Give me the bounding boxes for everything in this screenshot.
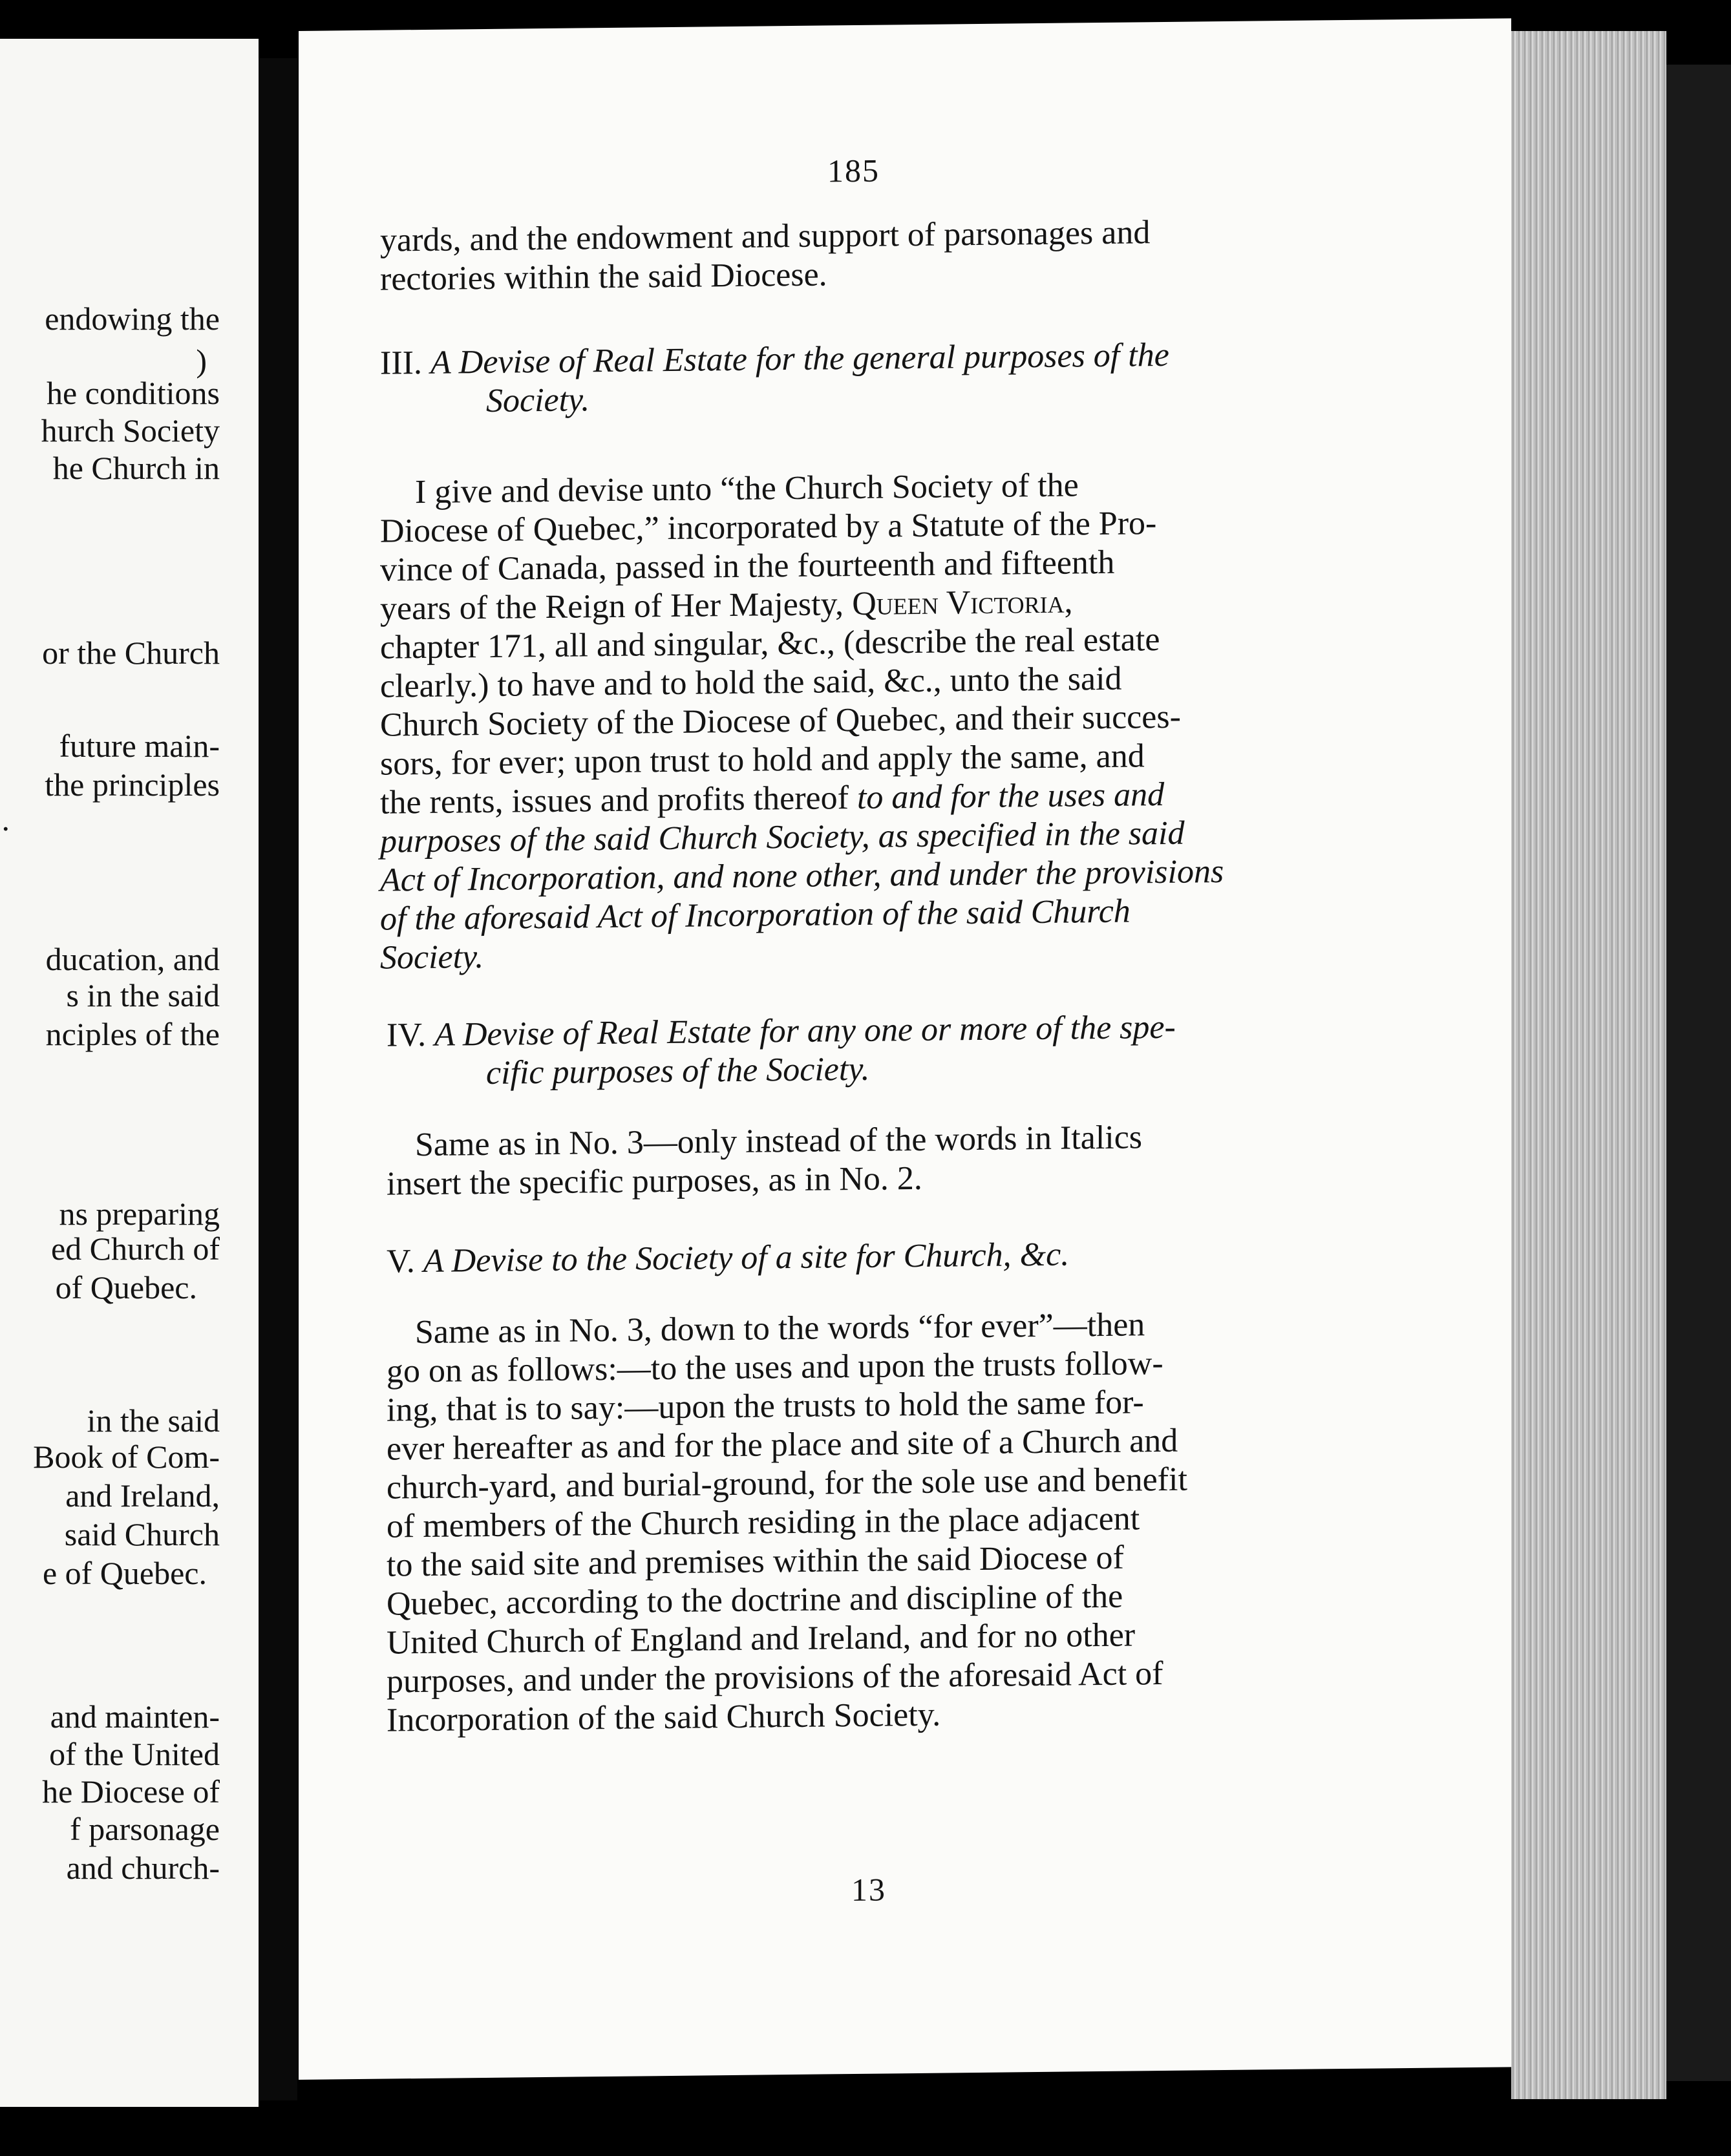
left-page-line: and church- [66, 1850, 220, 1886]
left-page-line: . [1, 801, 10, 838]
text-line: rectories within the said Diocese. [380, 256, 827, 298]
book-page [299, 18, 1511, 2080]
left-page-line: s in the said [66, 977, 220, 1013]
text-line: United Church of England and Ireland, and for no other [387, 1616, 1136, 1662]
left-page-line: and mainten- [50, 1698, 220, 1735]
left-page-line: ) [196, 343, 207, 379]
text-line: purposes, and under the provisions of the aforesaid Act of [387, 1654, 1163, 1700]
left-page-line: ns preparing [59, 1196, 220, 1232]
page-edges [1511, 31, 1666, 2099]
book-cover-edge [1666, 65, 1731, 2081]
left-page-line: he Church in [52, 450, 220, 486]
text-line: clearly.) to have and to hold the said, &c., unto the said [380, 660, 1122, 705]
book-gutter [259, 58, 297, 2100]
text-line: Act of Incorporation, and none other, and under the provisions [380, 853, 1224, 899]
left-page-line: and Ireland, [65, 1477, 220, 1514]
text-line: Diocese of Quebec,” incorporated by a Statute of the Pro- [380, 505, 1157, 550]
text-line: church-yard, and burial-ground, for the sole use and benefit [387, 1461, 1187, 1506]
left-page-line: hurch Society [41, 412, 220, 449]
italic-span: to and for the uses and [856, 776, 1165, 816]
text-line: sors, for ever; upon trust to hold and apply the same, and [380, 737, 1145, 783]
section-heading [387, 1008, 1176, 1055]
left-page-line: nciples of the [45, 1016, 220, 1052]
signature-mark: 13 [851, 1871, 886, 1908]
text-line: yards, and the endowment and support of parsonages and [380, 214, 1151, 259]
section-title: A Devise of Real Estate for the general purposes of the [430, 336, 1169, 381]
left-page-line: ducation, and [45, 941, 220, 977]
section-title: A Devise of Real Estate for any one or more of the spe- [434, 1008, 1176, 1053]
left-page-line: endowing the [45, 301, 220, 337]
left-page-line: ed Church of [50, 1231, 220, 1267]
text-line: chapter 171, all and singular, &c., (describe the real estate [380, 621, 1160, 666]
text-line: of members of the Church residing in the place adjacent [387, 1500, 1140, 1545]
left-page-line: he Diocese of [42, 1773, 220, 1810]
section-title-continued: Society. [486, 381, 590, 419]
left-page-line: or the Church [42, 635, 220, 671]
text-line: Same as in No. 3—only instead of the words in Italics [415, 1119, 1143, 1164]
left-page-line: said Church [64, 1516, 220, 1552]
left-page-line: of Quebec. [55, 1269, 197, 1305]
text-line: ing, that is to say:—upon the trusts to hold the same for- [387, 1384, 1144, 1429]
text-line: Same as in No. 3, down to the words “for ever”—then [415, 1306, 1145, 1351]
text-line: Quebec, according to the doctrine and discipline of the [387, 1578, 1123, 1623]
left-page-line: future main- [59, 728, 220, 764]
text-line: to the said site and premises within the said Diocese of [387, 1539, 1124, 1584]
text-line: go on as follows:—to the uses and upon the trusts follow- [387, 1344, 1163, 1390]
text-line [380, 582, 1073, 628]
left-page-line: the principles [45, 766, 220, 803]
section-numeral: III. [380, 344, 422, 382]
section-numeral: IV. [387, 1016, 427, 1054]
text-line: ever hereafter as and for the place and site of a Church and [387, 1422, 1178, 1468]
text-line: Society. [380, 938, 484, 977]
left-page-line: of the United [49, 1736, 220, 1772]
section-title-continued: cific purposes of the Society. [486, 1050, 870, 1092]
left-page-line: in the said [87, 1402, 220, 1439]
text-line: insert the specific purposes, as in No. 2. [387, 1159, 922, 1203]
left-page-line: he conditions [46, 375, 220, 411]
text-line: vince of Canada, passed in the fourteenth and fifteenth [380, 544, 1115, 589]
text-span: years of the Reign of Her Majesty, [380, 586, 853, 628]
left-page-line: Book of Com- [33, 1439, 220, 1475]
section-title: A Devise to the Society of a site for Church, &c. [423, 1236, 1070, 1280]
text-span: the rents, issues and profits thereof [380, 779, 857, 821]
left-page-line: e of Quebec. [42, 1555, 207, 1591]
section-heading [387, 1236, 1069, 1282]
small-caps-span: Queen Victoria, [852, 583, 1073, 623]
page-number: 185 [827, 152, 880, 189]
text-line: of the aforesaid Act of Incorporation of the said Church [380, 893, 1131, 938]
left-page-line: f parsonage [70, 1811, 220, 1847]
text-line: Church Society of the Diocese of Quebec, and their succes- [380, 698, 1181, 744]
section-heading [380, 336, 1169, 383]
left-facing-page [0, 39, 259, 2107]
text-line: Incorporation of the said Church Society. [387, 1696, 941, 1739]
section-numeral: V. [387, 1243, 415, 1280]
text-line: purposes of the said Church Society, as specified in the said [380, 814, 1185, 860]
text-line: I give and devise unto “the Church Society of the [415, 467, 1079, 511]
